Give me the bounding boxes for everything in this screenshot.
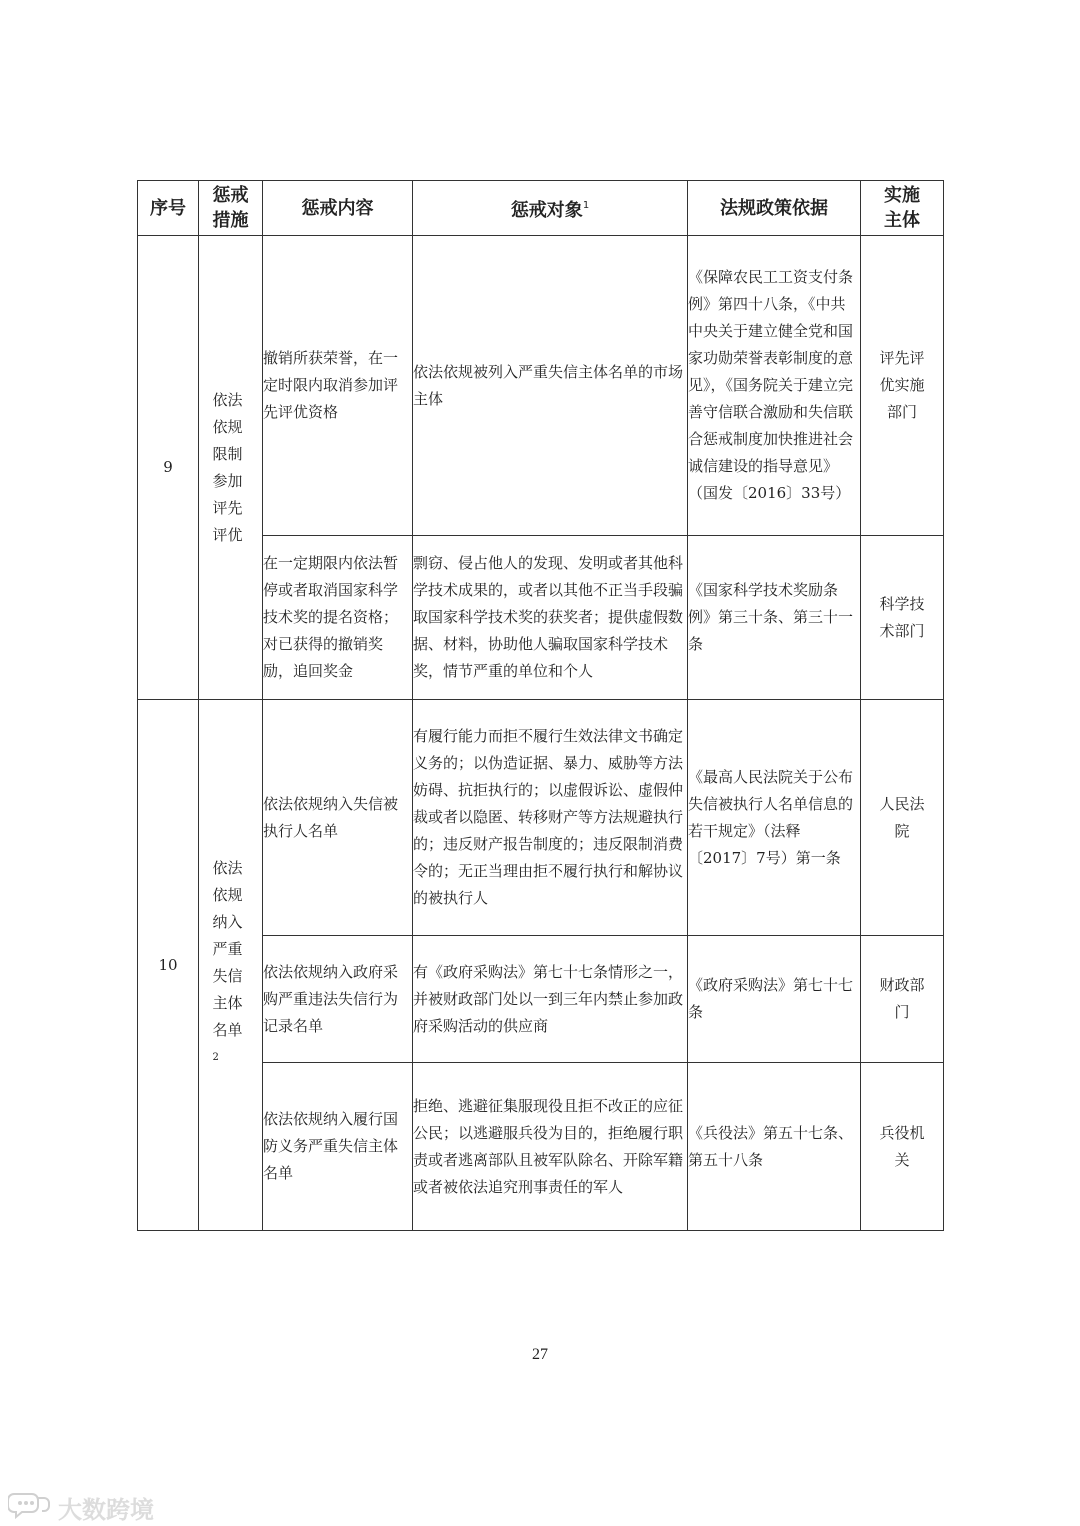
- speech-bubble-logo-icon: [8, 1490, 52, 1524]
- item-target: 有《政府采购法》第七十七条情形之一，并被财政部门处以一到三年内禁止参加政府采购活动的供应商: [413, 936, 688, 1063]
- row-measure: 依法依规限制参加评先评优: [199, 236, 263, 700]
- item-body: 人民法院: [861, 700, 944, 936]
- header-basis: 法规政策依据: [688, 181, 861, 236]
- header-measure: 惩戒措施: [199, 181, 263, 236]
- header-target-footnote: 1: [582, 200, 590, 211]
- header-target: 惩戒对象$^1$: [413, 181, 688, 236]
- watermark-text: 大数跨境: [58, 1495, 154, 1524]
- row-seq: 9: [138, 236, 199, 700]
- punishment-table: [137, 180, 944, 1231]
- item-target: 剽窃、侵占他人的发现、发明或者其他科学技术成果的，或者以其他不正当手段骗取国家科学技术奖的获奖者；提供虚假数据、材料，协助他人骗取国家科学技术奖，情节严重的单位和个人: [413, 536, 688, 700]
- item-basis: 《政府采购法》第七十七条: [688, 936, 861, 1063]
- row-seq: 10: [138, 700, 199, 1231]
- item-basis: 《兵役法》第五十七条、第五十八条: [688, 1063, 861, 1231]
- item-basis: 《国家科学技术奖励条例》第三十条、第三十一条: [688, 536, 861, 700]
- row-measure: 依法依规纳入严重失信主体名单$^2$: [199, 700, 263, 1231]
- item-content: 依法依规纳入政府采购严重违法失信行为记录名单: [263, 936, 413, 1063]
- item-body: 财政部门: [861, 936, 944, 1063]
- item-basis: 《保障农民工工资支付条例》第四十八条，《中共中央关于建立健全党和国家功勋荣誉表彰制度的意见》，《国务院关于建立完善守信联合激励和失信联合惩戒制度加快推进社会诚信建设的指导意见》（国发〔2016〕33号）: [688, 236, 861, 536]
- header-content: 惩戒内容: [263, 181, 413, 236]
- table-row: [138, 700, 944, 936]
- table-header-row: [138, 181, 944, 236]
- item-body: 兵役机关: [861, 1063, 944, 1231]
- header-seq: 序号: [138, 181, 199, 236]
- page-number: 27: [532, 1346, 548, 1363]
- item-basis: 《最高人民法院关于公布失信被执行人名单信息的若干规定》（法释〔2017〕7号）第一条: [688, 700, 861, 936]
- item-target: 依法依规被列入严重失信主体名单的市场主体: [413, 236, 688, 536]
- item-body: 科学技术部门: [861, 536, 944, 700]
- item-target: 有履行能力而拒不履行生效法律文书确定义务的；以伪造证据、暴力、威胁等方法妨碍、抗拒执行的；以虚假诉讼、虚假仲裁或者以隐匿、转移财产等方法规避执行的；违反财产报告制度的；违反限制消费令的；无正当理由拒不履行执行和解协议的被执行人: [413, 700, 688, 936]
- item-body: 评先评优实施部门: [861, 236, 944, 536]
- header-body: 实施主体: [861, 181, 944, 236]
- item-content: 在一定期限内依法暂停或者取消国家科学技术奖的提名资格；对已获得的撤销奖励，追回奖金: [263, 536, 413, 700]
- table-row: [138, 236, 944, 536]
- item-target: 拒绝、逃避征集服现役且拒不改正的应征公民；以逃避服兵役为目的，拒绝履行职责或者逃离部队且被军队除名、开除军籍或者被依法追究刑事责任的军人: [413, 1063, 688, 1231]
- item-content: 撤销所获荣誉，在一定时限内取消参加评先评优资格: [263, 236, 413, 536]
- item-content: 依法依规纳入履行国防义务严重失信主体名单: [263, 1063, 413, 1231]
- item-content: 依法依规纳入失信被执行人名单: [263, 700, 413, 936]
- measure-footnote: 2: [212, 1052, 219, 1063]
- watermark: [8, 1490, 154, 1524]
